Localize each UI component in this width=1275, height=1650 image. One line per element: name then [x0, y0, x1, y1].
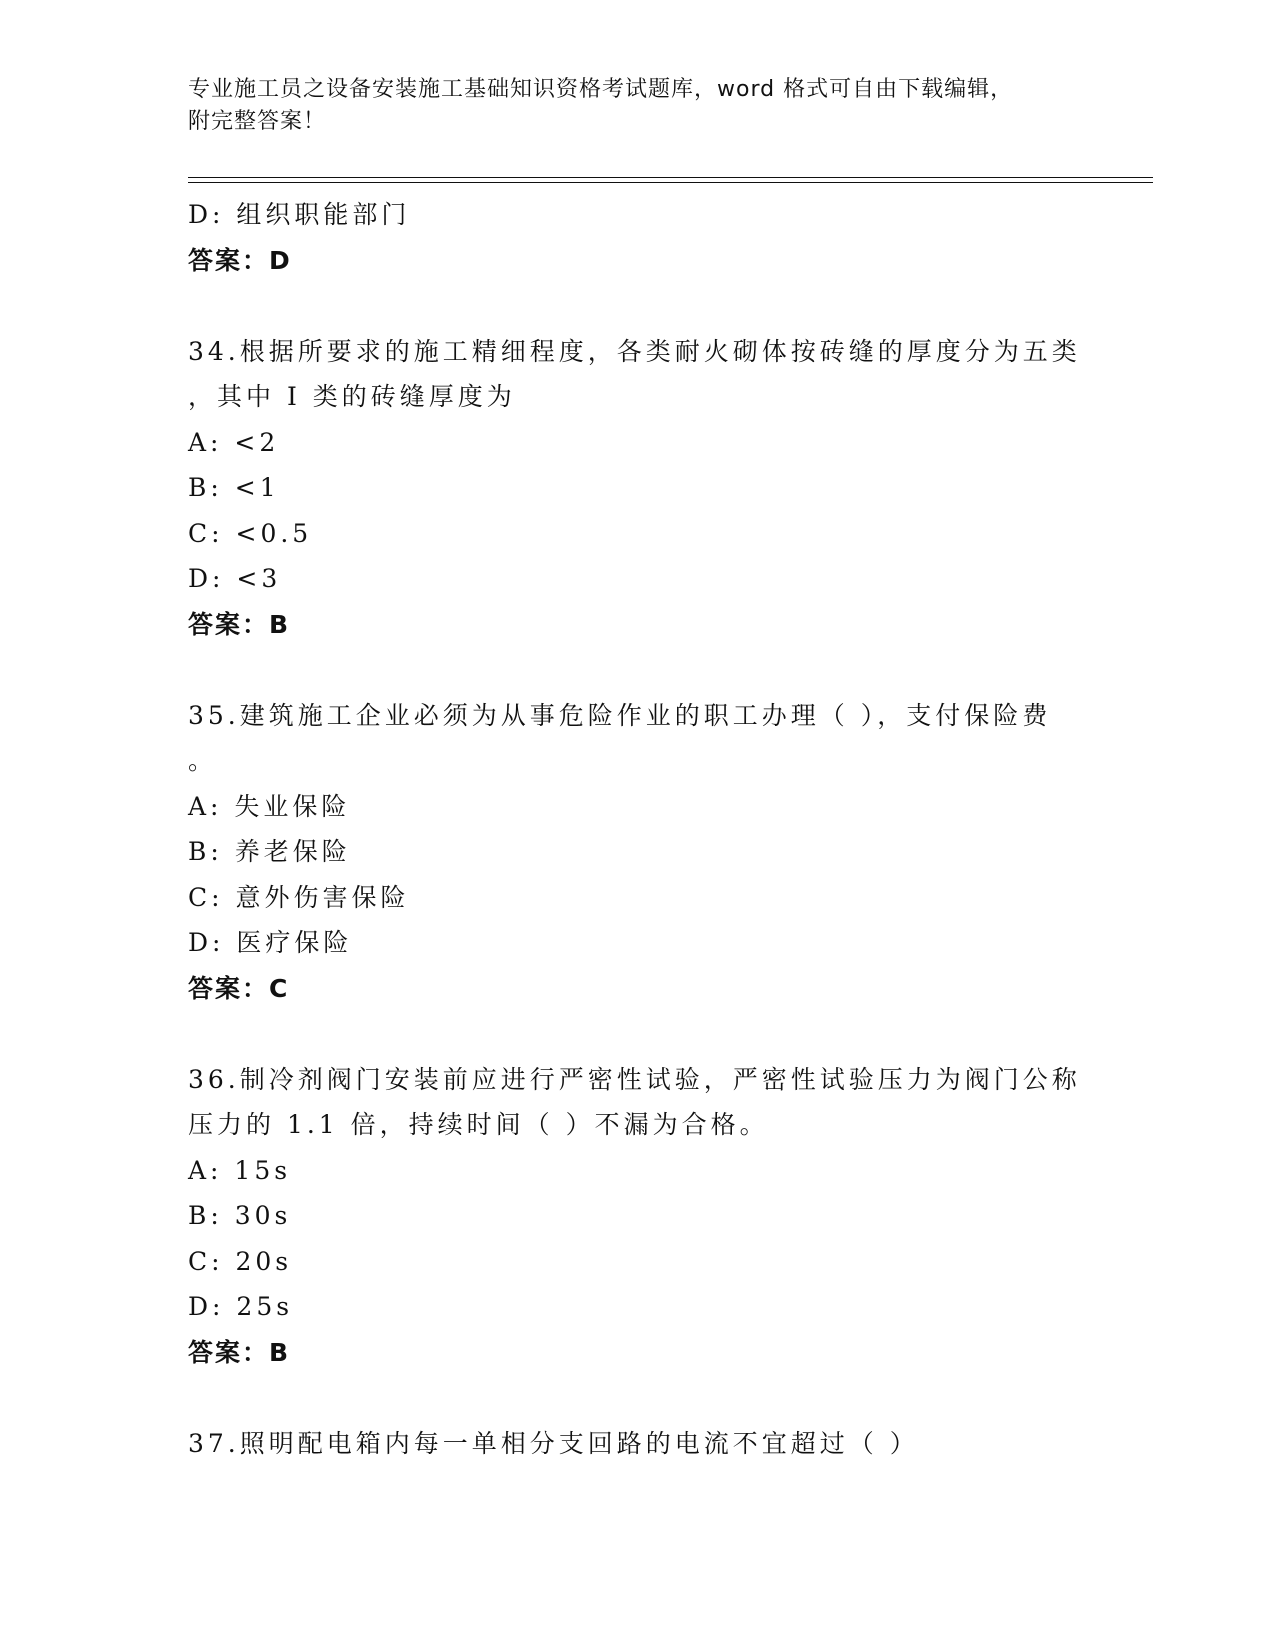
option-b: B: <1: [188, 473, 280, 502]
answer-line: 答案：D: [188, 245, 292, 275]
question-stem-line-2: 。: [188, 746, 218, 775]
question-stem-line-1: 37.照明配电箱内每一单相分支回路的电流不宜超过（ ）: [188, 1428, 919, 1458]
option-d: D: 医疗保险: [188, 928, 353, 957]
option-d: D: 组织职能部门: [188, 200, 411, 229]
option-d: D: 25s: [188, 1292, 294, 1321]
option-c: C: 20s: [188, 1246, 293, 1276]
header-line-2: 附完整答案！: [188, 109, 327, 134]
header-line-1: 专业施工员之设备安装施工基础知识资格考试题库，word 格式可自由下载编辑，: [188, 77, 1014, 102]
question-stem-line-1: 36.制冷剂阀门安装前应进行严密性试验，严密性试验压力为阀门公称: [188, 1064, 1081, 1094]
question-35: [188, 693, 1088, 1012]
question-34: [188, 329, 1088, 648]
option-a: A: 15s: [188, 1155, 292, 1185]
option-b: B: 养老保险: [188, 837, 351, 866]
question-stem-line-1: 35.建筑施工企业必须为从事危险作业的职工办理（ ），支付保险费: [188, 700, 1052, 730]
option-d: D: <3: [188, 564, 282, 593]
answer-line: 答案：B: [188, 609, 291, 639]
question-list: [188, 192, 1088, 1466]
answer-line: 答案：C: [188, 973, 290, 1003]
answer-line: 答案：B: [188, 1337, 291, 1367]
question-37: [188, 1421, 1088, 1467]
document-header: [188, 74, 1088, 138]
header-rule-top: [188, 177, 1153, 178]
option-a: A: 失业保险: [188, 791, 351, 821]
question-stem-line-2: ，其中 I 类的砖缝厚度为: [188, 382, 516, 411]
option-c: C: <0.5: [188, 518, 313, 548]
previous-question-tail: [188, 192, 1088, 283]
option-b: B: 30s: [188, 1201, 292, 1230]
header-rule-bottom: [188, 182, 1153, 183]
option-c: C: 意外伤害保险: [188, 882, 410, 912]
question-36: [188, 1057, 1088, 1376]
option-a: A: <2: [188, 427, 280, 457]
question-stem-line-2: 压力的 1.1 倍，持续时间（ ）不漏为合格。: [188, 1110, 769, 1139]
question-stem-line-1: 34.根据所要求的施工精细程度，各类耐火砌体按砖缝的厚度分为五类: [188, 336, 1081, 366]
